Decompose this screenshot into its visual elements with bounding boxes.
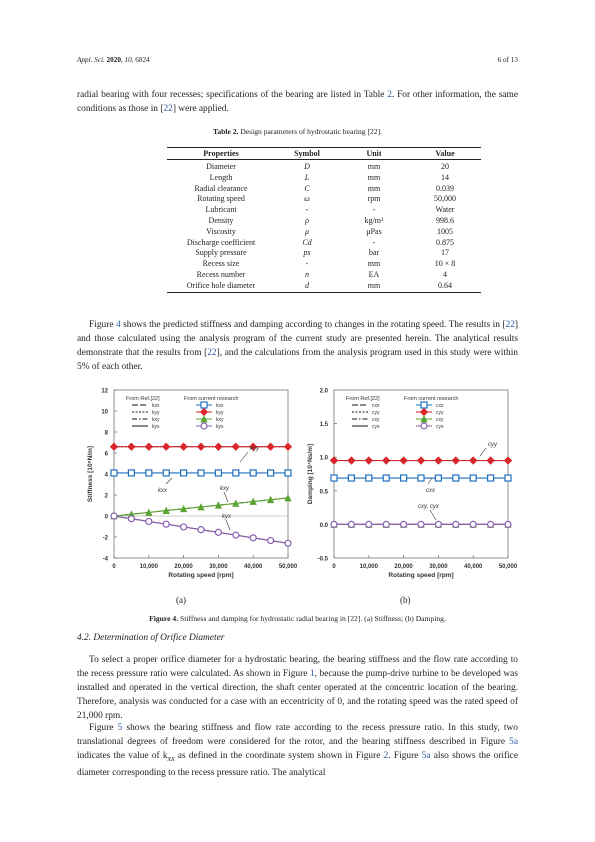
x-tick-label: 50,000	[278, 564, 298, 570]
legend-cur-label: cxx	[436, 403, 444, 409]
legend-ref-label: kyy	[152, 410, 160, 416]
stiffness-paragraph	[77, 721, 518, 780]
section-heading: 4.2. Determination of Orifice Diameter	[77, 633, 225, 643]
x-axis-label: Rotating speed [rpm]	[168, 572, 234, 579]
data-point-cxx	[366, 475, 372, 481]
data-point-kyy	[215, 443, 222, 450]
table-caption	[77, 127, 518, 136]
data-point-kyx	[250, 535, 256, 541]
p2-text-3: ] and those calculated using the analysis program of the current study are presented herein. The analytical results demonstrate that the results from [	[77, 320, 518, 358]
table-caption-text: Design parameters of hydrostatic bearing [22].	[240, 127, 383, 136]
data-point-cxx	[401, 475, 407, 481]
legend-ref-label: cxx	[372, 403, 380, 409]
subfigure-label-b: (b)	[400, 595, 411, 605]
data-point-cyx	[348, 521, 354, 527]
parameter-table	[167, 147, 481, 293]
orifice-paragraph	[77, 653, 518, 723]
y-tick-label: 1.5	[319, 422, 328, 429]
table-cell: mm	[367, 172, 381, 182]
plot-frame	[334, 390, 508, 558]
table-cell: Discharge coefficient	[186, 237, 256, 247]
annotation-arrow	[430, 510, 436, 520]
table-cell: Recess size	[202, 259, 240, 269]
table-cell: Recess number	[196, 269, 246, 279]
p4-text-5: . Figure	[388, 751, 422, 761]
data-point-kxx	[268, 470, 274, 476]
data-point-kyy	[284, 443, 291, 450]
table-row	[167, 270, 481, 281]
legend-cur-label: kxy	[216, 417, 224, 423]
intro-text-1: radial bearing with four recesses; specifications of the bearing are listed in Table	[77, 90, 388, 100]
data-point-cyx	[401, 521, 407, 527]
x-tick-label: 20,000	[174, 564, 193, 570]
journal-year: 2020	[106, 56, 121, 64]
legend-marker	[201, 423, 207, 429]
data-point-cyx	[418, 521, 424, 527]
y-tick-label: 0.0	[319, 522, 328, 529]
data-point-kyx	[215, 529, 221, 535]
table-row	[167, 216, 481, 227]
data-point-kxx	[146, 470, 152, 476]
data-point-cyy	[330, 457, 337, 464]
table-cell: C	[304, 183, 310, 193]
legend-cur-label: cyx	[436, 424, 444, 430]
table-cell: ρ	[305, 215, 309, 225]
table-cell: ps	[303, 248, 311, 258]
table-row	[167, 248, 481, 259]
ref-22-link[interactable]: 22	[163, 104, 173, 114]
table-row	[167, 281, 481, 292]
table-cell: mm	[367, 183, 381, 193]
figure-caption-label: Figure 4.	[149, 614, 179, 623]
damping-chart	[300, 380, 522, 590]
data-point-cyy	[400, 457, 407, 464]
y-tick-label: -0.5	[317, 556, 328, 563]
legend-marker	[421, 402, 427, 408]
data-point-kxx	[198, 470, 204, 476]
y-tick-label: 8	[104, 430, 108, 437]
figure-5a-link[interactable]: 5a	[421, 751, 431, 761]
journal-volume: 10	[124, 56, 132, 64]
table-header-cell: Value	[409, 148, 481, 160]
table-cell: Cd	[302, 237, 312, 247]
data-point-kyy	[128, 443, 135, 450]
legend-cur-label: kyy	[216, 410, 224, 416]
table-cell: L	[304, 172, 310, 182]
data-point-cyy	[348, 457, 355, 464]
table-cell: 10 × 8	[434, 259, 456, 269]
ref-22-link[interactable]: 22	[207, 348, 217, 358]
x-tick-label: 10,000	[359, 564, 378, 570]
data-point-cyy	[504, 457, 511, 464]
stiffness-chart	[80, 380, 302, 590]
data-point-cyx	[331, 521, 337, 527]
legend-marker	[420, 408, 427, 415]
x-tick-label: 0	[332, 564, 336, 570]
legend-cur-label: cyy	[436, 410, 444, 416]
y-tick-label: -2	[102, 535, 108, 542]
table-row	[167, 205, 481, 216]
table-row	[167, 173, 481, 184]
x-tick-label: 30,000	[209, 564, 228, 570]
table-caption-label: Table 2.	[212, 127, 239, 136]
data-point-cyx	[470, 521, 476, 527]
table-cell: 20	[441, 162, 449, 171]
data-point-cxx	[348, 475, 354, 481]
legend-ref-label: kyx	[152, 424, 160, 430]
p4-text-3: indicates the value of k	[77, 751, 168, 761]
table-2-link[interactable]: 2	[387, 90, 392, 100]
intro-paragraph	[77, 88, 518, 116]
annotation-arrow	[166, 478, 172, 484]
data-point-kxx	[233, 470, 239, 476]
x-tick-label: 10,000	[139, 564, 158, 570]
table-cell: 0.64	[409, 281, 481, 292]
y-tick-label: 2	[104, 493, 108, 500]
data-point-cyx	[366, 521, 372, 527]
table-cell: μ	[304, 226, 309, 236]
table-cell: 4	[443, 269, 447, 279]
data-point-kxx	[111, 470, 117, 476]
annotation-arrow	[226, 520, 230, 530]
table-cell: Viscosity	[206, 226, 236, 236]
annotation-arrow	[428, 478, 432, 484]
table-cell: Supply pressure	[195, 248, 247, 258]
table-cell: Radial clearance	[194, 183, 248, 193]
data-point-kyy	[267, 443, 274, 450]
data-point-cyy	[417, 457, 424, 464]
data-point-cxx	[488, 475, 494, 481]
data-point-cyx	[435, 521, 441, 527]
annotation-arrow	[224, 492, 228, 502]
table-cell: 14	[441, 172, 449, 182]
y-axis-label: Damping [10⁴Ns/m]	[307, 443, 314, 505]
page-number: 6 of 13	[497, 56, 518, 64]
data-point-kxx	[128, 470, 134, 476]
figure-caption-text: Stiffness and damping for hydrostatic radial bearing in [22]. (a) Stiffness; (b) Damping.	[180, 614, 446, 623]
data-point-cxx	[470, 475, 476, 481]
table-cell: Density	[208, 215, 234, 225]
table-cell: Orifice hole diameter	[167, 281, 275, 292]
table-header-cell: Unit	[339, 148, 409, 160]
data-point-kyx	[268, 538, 274, 544]
table-cell: 50,000	[434, 194, 456, 204]
series-annotation: kxy	[220, 486, 229, 492]
table-row	[167, 238, 481, 249]
table-header-cell: Properties	[167, 148, 275, 160]
legend-ref-title: From Ref.[22]	[346, 396, 380, 402]
p4-text-6: also shows the orifice diameter corresponding to the recess pressure ratio. The analytical	[77, 751, 518, 778]
legend-ref-title: From Ref.[22]	[126, 396, 160, 402]
y-tick-label: 12	[101, 388, 108, 395]
article-number: 6824	[135, 56, 150, 64]
annotation-arrow	[240, 452, 248, 462]
data-point-kyy	[180, 443, 187, 450]
y-tick-label: 10	[101, 409, 108, 416]
table-cell: rpm	[367, 194, 381, 204]
table-cell: ω	[304, 194, 310, 204]
p4-subscript: xx	[167, 753, 175, 763]
series-annotation: cxy, cyx	[418, 504, 439, 510]
y-tick-label: 2.0	[319, 388, 328, 395]
table-cell: 0.875	[436, 237, 454, 247]
table-cell: 1005	[437, 226, 453, 236]
data-point-kyx	[163, 521, 169, 527]
x-tick-label: 50,000	[498, 564, 518, 570]
table-cell: mm	[367, 259, 381, 269]
legend-cur-label: kxx	[216, 403, 224, 409]
legend-ref-label: cyx	[372, 424, 380, 430]
table-cell: d	[275, 281, 339, 292]
table-cell: Diameter	[206, 162, 236, 171]
data-point-kyy	[197, 443, 204, 450]
data-point-cyy	[383, 457, 390, 464]
table-cell: Water	[435, 205, 455, 215]
legend-cur-label: cxy	[436, 417, 444, 423]
table-cell: Rotating speed	[197, 194, 245, 204]
data-point-kyx	[233, 532, 239, 538]
data-point-cyx	[453, 521, 459, 527]
y-axis-label: Stiffness [10⁸N/m]	[87, 445, 94, 503]
table-cell: kg/m³	[364, 215, 384, 225]
data-point-cyy	[470, 457, 477, 464]
data-point-cyy	[487, 457, 494, 464]
table-cell: -	[305, 259, 309, 269]
figure-1-link[interactable]: 1	[309, 669, 315, 679]
data-point-cyx	[383, 521, 389, 527]
table-cell: mm	[367, 162, 381, 171]
series-annotation: cyy	[488, 442, 497, 448]
table-cell: mm	[339, 281, 409, 292]
data-point-cyy	[365, 457, 372, 464]
y-tick-label: 0.5	[319, 489, 328, 496]
table-cell: D	[304, 162, 310, 171]
p3-text-2: , because the pump-drive turbine to be developed was installed and operated in the vertical direction, the shaft center operated at the concentric location of the bearing. Therefore, analysis was conducted for a case with an eccentricity of 0, and the rotating speed was the rated speed of 21,000 rpm.	[77, 669, 518, 721]
data-point-cxx	[505, 475, 511, 481]
table-cell: 17	[441, 248, 449, 258]
y-tick-label: 0	[104, 514, 108, 521]
table-row	[167, 194, 481, 205]
figure-4-link[interactable]: 4	[115, 320, 121, 330]
data-point-cyx	[488, 521, 494, 527]
x-tick-label: 20,000	[394, 564, 413, 570]
table-cell: Lubricant	[205, 205, 237, 215]
data-point-kyy	[163, 443, 170, 450]
data-point-cyy	[452, 457, 459, 464]
data-point-kyx	[146, 518, 152, 524]
p2-text-1: Figure	[89, 320, 116, 330]
data-point-kxx	[250, 470, 256, 476]
x-tick-label: 30,000	[429, 564, 448, 570]
data-point-cxx	[435, 475, 441, 481]
legend-ref-label: cxy	[372, 417, 380, 423]
legend-cur-label: kyx	[216, 424, 224, 430]
legend-ref-label: kxx	[152, 403, 160, 409]
data-point-cyx	[505, 521, 511, 527]
subfigure-label-a: (a)	[176, 595, 186, 605]
table-cell: Length	[209, 172, 233, 182]
data-point-cxx	[331, 475, 337, 481]
data-point-kyy	[110, 443, 117, 450]
data-point-kyy	[145, 443, 152, 450]
legend-cur-title: From current research	[404, 396, 459, 402]
y-tick-label: 4	[104, 472, 108, 479]
data-point-cxx	[453, 475, 459, 481]
data-point-kyx	[198, 527, 204, 533]
table-cell: n	[305, 269, 309, 279]
figure-5-link[interactable]: 5	[117, 723, 123, 733]
p2-text-4: ], and the calculations from the analysis program used in this study were within 5% of each other.	[77, 348, 518, 372]
p3-text-1: To select a proper orifice diameter for a hydrostatic bearing, the bearing stiffness and the flow rate according to the recess pressure ratio were calculated. As shown in Figure	[77, 655, 518, 679]
intro-text-2: . For other information, the same conditions as those in [	[77, 90, 518, 114]
series-annotation: cxx	[426, 488, 435, 494]
table-cell: 998.6	[436, 215, 454, 225]
running-header: Appl. Sci. 2020, 10, 6824	[77, 56, 150, 64]
table-row	[167, 160, 481, 173]
table-row	[167, 227, 481, 238]
legend-ref-label: kxy	[152, 417, 160, 423]
series-annotation: kxx	[158, 488, 167, 494]
table-cell: -	[305, 205, 309, 215]
p4-text-2: shows the bearing stiffness and flow rate according to the recess pressure ratio. In this study, two translational degrees of freedom were considered for the rotor, and the bearing stiffness described in Figure	[77, 723, 518, 747]
p2-text-2: shows the predicted stiffness and damping according to changes in the rotating speed. The results in [	[120, 320, 506, 330]
data-point-kyy	[232, 443, 239, 450]
legend-marker	[421, 423, 427, 429]
x-tick-label: 0	[112, 564, 116, 570]
legend-ref-label: cyy	[372, 410, 380, 416]
table-cell: μPas	[366, 226, 382, 236]
legend-marker	[200, 408, 207, 415]
data-point-kxx	[163, 470, 169, 476]
y-tick-label: -4	[102, 556, 108, 563]
intro-text-3: ] were applied.	[172, 104, 229, 114]
data-point-kxx	[285, 470, 291, 476]
y-tick-label: 6	[104, 451, 108, 458]
table-cell: EA	[368, 269, 380, 279]
p4-text-1: Figure	[89, 723, 118, 733]
ref-22-link[interactable]: 22	[505, 320, 515, 330]
results-paragraph	[77, 318, 518, 374]
series-annotation: kyy	[250, 446, 259, 452]
data-point-kyx	[285, 540, 291, 546]
y-tick-label: 1.0	[319, 455, 328, 462]
table-row	[167, 259, 481, 270]
series-annotation: kyx	[222, 514, 231, 520]
table-row	[167, 184, 481, 195]
table-cell: 0.039	[436, 183, 454, 193]
x-tick-label: 40,000	[464, 564, 483, 570]
figure-caption	[77, 614, 518, 623]
figure-5a-link[interactable]: 5a	[509, 737, 518, 747]
table-cell: -	[372, 237, 376, 247]
data-point-kyx	[111, 513, 117, 519]
table-header-cell: Symbol	[275, 148, 339, 160]
data-point-cyy	[435, 457, 442, 464]
data-point-kxx	[181, 470, 187, 476]
data-point-kxx	[215, 470, 221, 476]
figure-2-link[interactable]: 2	[383, 751, 389, 761]
legend-marker	[201, 402, 207, 408]
x-tick-label: 40,000	[244, 564, 263, 570]
data-point-cxx	[418, 475, 424, 481]
journal-name: Appl. Sci.	[77, 56, 105, 64]
legend-cur-title: From current research	[184, 396, 239, 402]
annotation-arrow	[480, 448, 486, 456]
data-point-kyx	[128, 516, 134, 522]
data-point-kyx	[181, 524, 187, 530]
data-point-cxx	[383, 475, 389, 481]
table-cell: -	[372, 205, 376, 215]
x-axis-label: Rotating speed [rpm]	[388, 572, 454, 579]
p4-text-4: as defined in the coordinate system shown in Figure	[174, 751, 384, 761]
table-cell: bar	[368, 248, 380, 258]
